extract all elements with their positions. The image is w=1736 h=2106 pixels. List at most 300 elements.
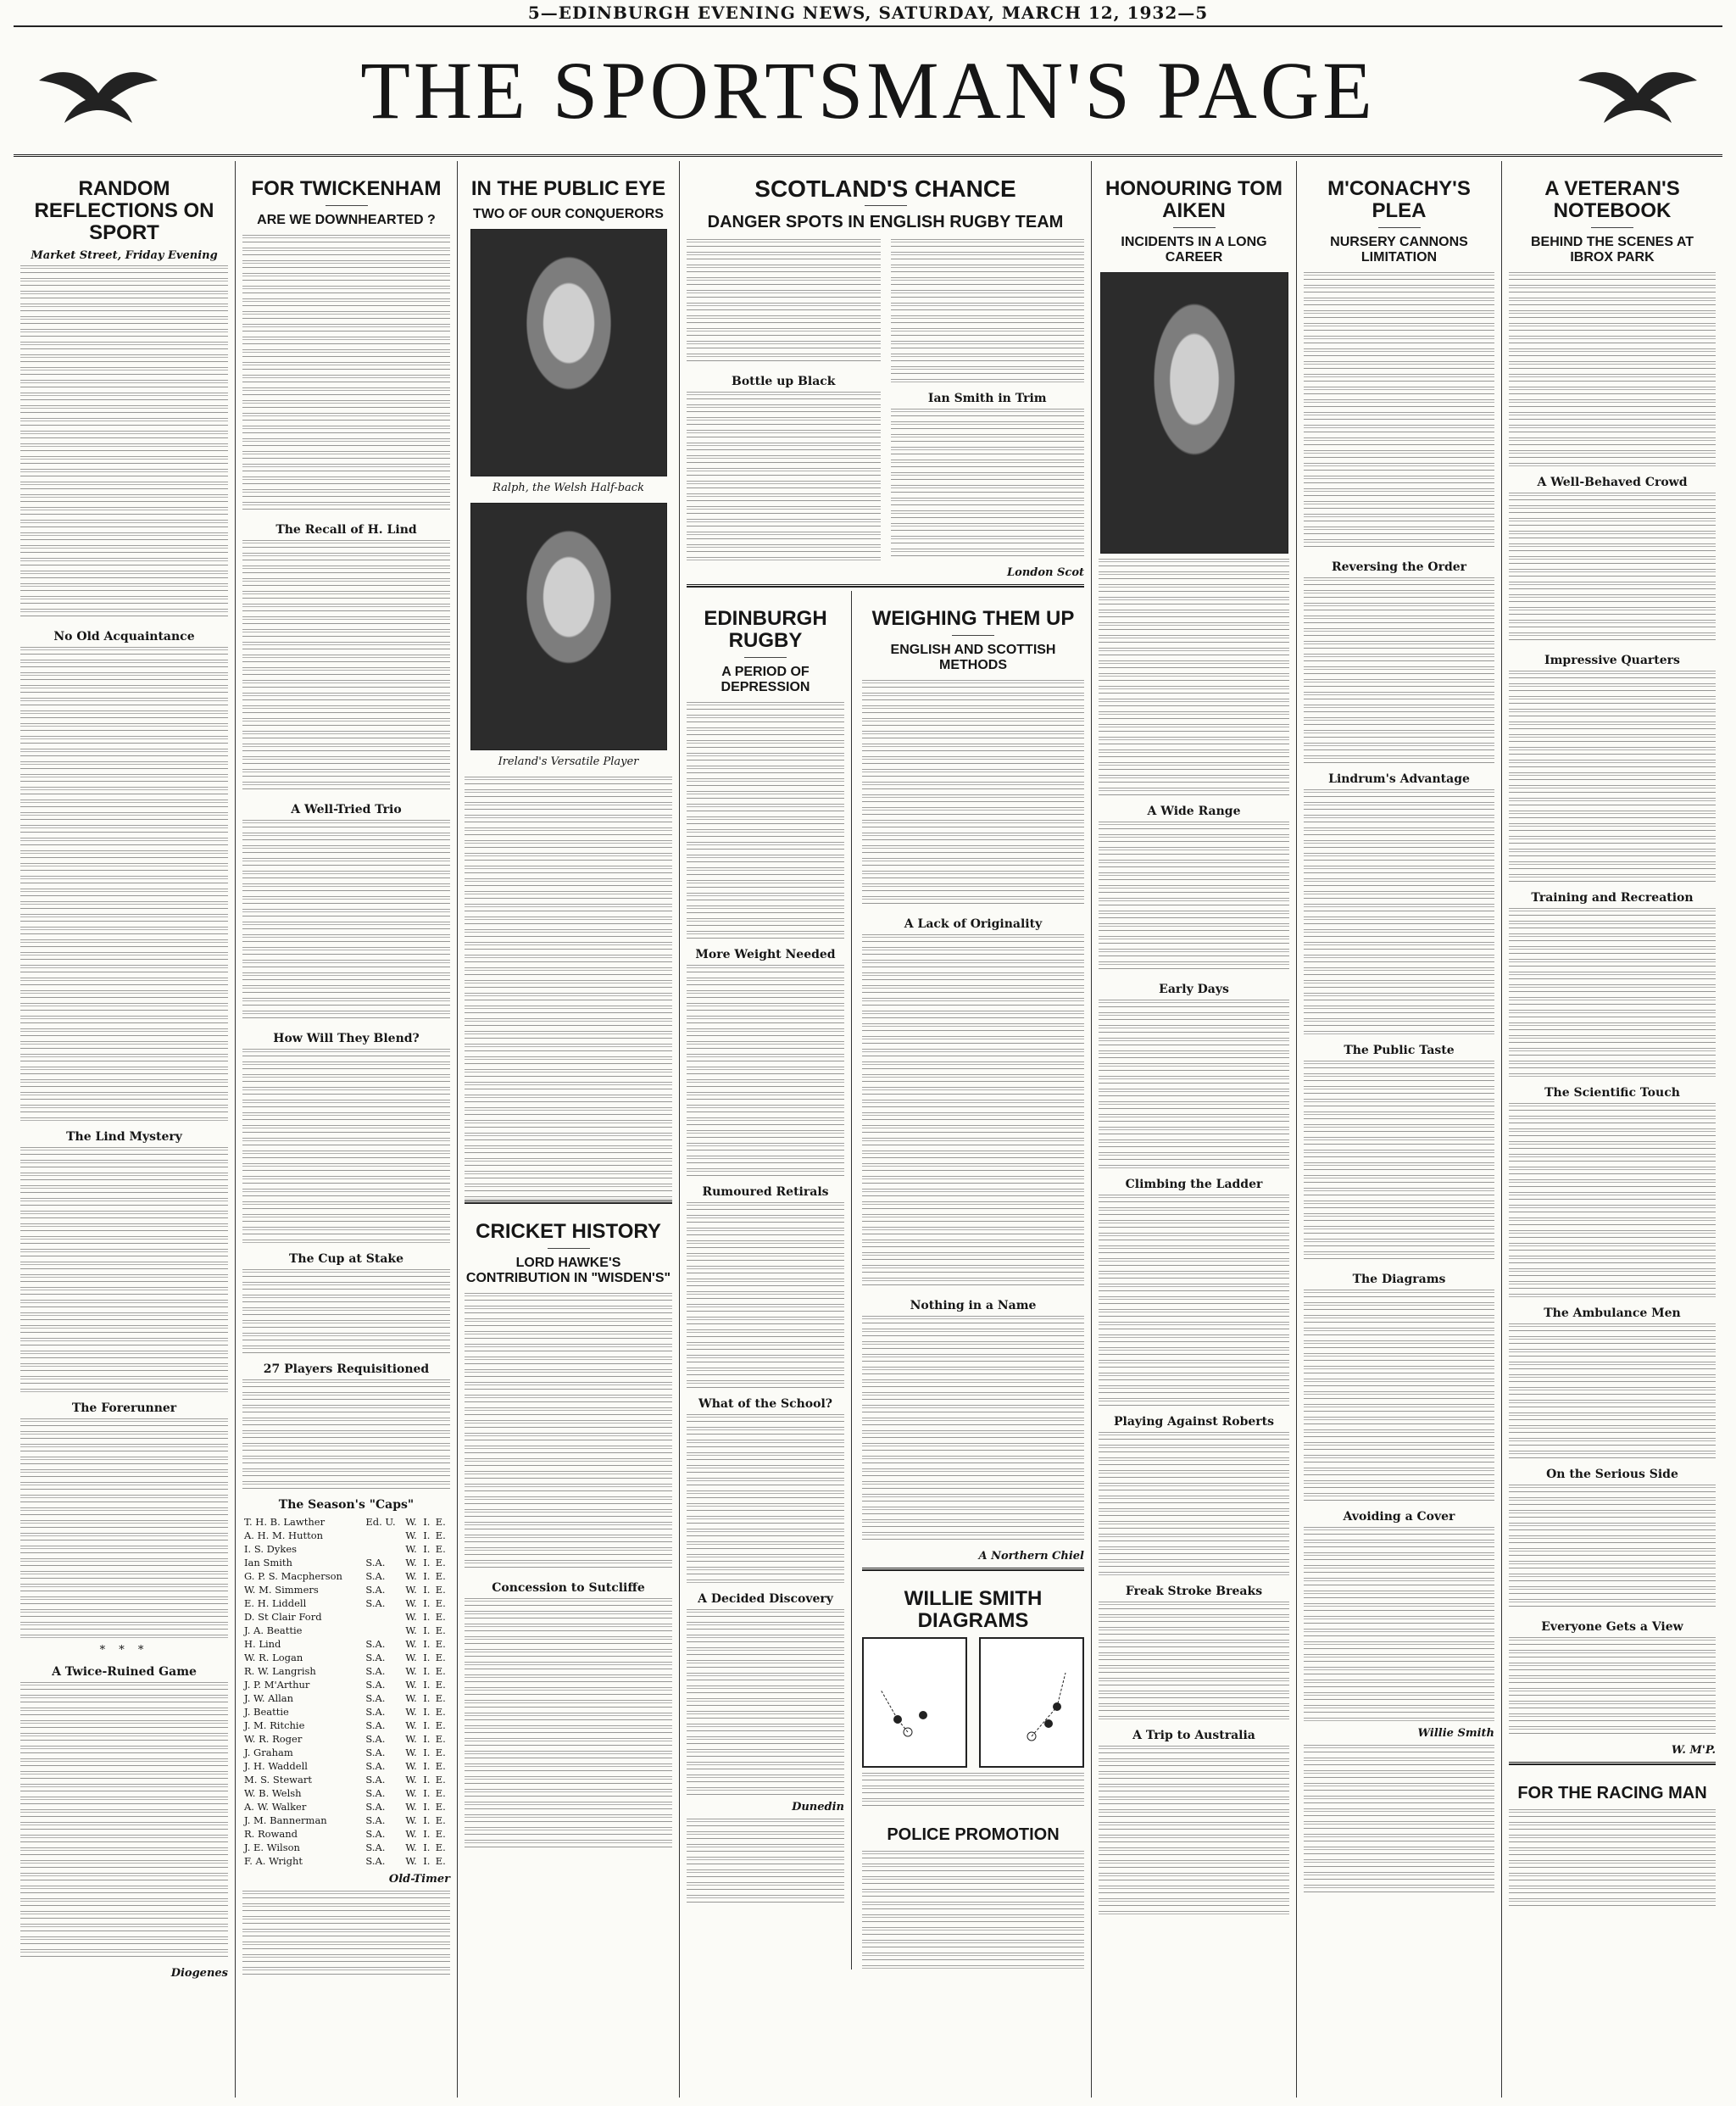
caps-cell: I. [423,1787,431,1799]
caps-cell: I. [423,1516,431,1528]
headline-weighing: WEIGHING THEM UP [871,607,1075,630]
caps-row [242,1515,450,1529]
caps-cell: E. [435,1774,446,1786]
caps-cell: E. [435,1719,446,1731]
subhead-cricket: LORD HAWKE'S CONTRIBUTION IN "WISDEN'S" [465,1256,671,1285]
byline: Dunedin [792,1801,844,1814]
caps-cell: W. [405,1557,417,1568]
article-text [242,1891,450,1975]
caps-row [242,1773,450,1786]
article-text [242,1269,450,1354]
article-text [687,1819,844,1903]
caps-cell: W. [405,1679,417,1691]
caps-cell: I. [423,1584,431,1596]
caps-row [242,1624,450,1637]
side-heading: Rumoured Retirals [702,1185,829,1199]
masthead [14,27,1722,157]
caps-cell: S.A. [365,1760,386,1772]
caps-row [242,1542,450,1556]
caps-cell: W. [405,1774,417,1786]
caps-cell: W. [405,1516,417,1528]
caps-cell: S.A. [365,1679,386,1691]
article-text [687,702,844,939]
article-text [862,680,1084,909]
side-heading: 27 Players Requisitioned [263,1362,430,1376]
byline: A Northern Chiel [978,1550,1084,1563]
article-text [20,1682,228,1962]
caps-cell: E. [435,1801,446,1813]
caps-cell: S.A. [365,1855,386,1867]
caps-cell: S.A. [365,1733,386,1745]
caps-cell: Ed. U. [365,1516,396,1528]
caps-row [242,1827,450,1841]
caps-table [242,1515,450,1868]
caps-cell: S.A. [365,1719,386,1731]
headline-random: RANDOM REFLECTIONS ON SPORT [34,177,214,244]
billiard-table-diagram [862,1637,967,1768]
caps-cell: J. E. Wilson [244,1841,300,1853]
caps-cell: I. [423,1624,431,1636]
side-heading: Playing Against Roberts [1113,1415,1275,1429]
headline-veteran: A VETERAN'S NOTEBOOK [1544,177,1680,222]
subhead-weighing: ENGLISH AND SCOTTISH METHODS [890,643,1056,672]
caps-cell: S.A. [365,1801,386,1813]
caps-cell: Ian Smith [244,1557,292,1568]
side-heading: The Forerunner [71,1401,177,1415]
article-edinburgh-rugby [687,591,852,1970]
caps-cell: W. [405,1747,417,1758]
caps-row [242,1691,450,1705]
caps-cell: J. A. Beattie [244,1624,303,1636]
side-heading: A Trip to Australia [1132,1729,1255,1742]
caps-cell: E. [435,1855,446,1867]
article-text [687,392,881,561]
side-heading: A Twice-Ruined Game [52,1665,197,1679]
caps-cell: W. [405,1624,417,1636]
caps-cell: E. [435,1828,446,1840]
photo-caption: Ireland's Versatile Player [498,755,639,768]
caps-cell: J. M. Bannerman [244,1814,327,1826]
portrait-photo [470,229,667,476]
caps-cell: D. St Clair Ford [244,1611,322,1623]
caps-cell: W. [405,1611,417,1623]
article-text [862,1851,1084,1970]
article-text [1304,577,1494,764]
article-text [20,647,228,1122]
headline-aiken: HONOURING TOM AIKEN [1105,177,1283,222]
caps-cell: W. [405,1570,417,1582]
caps-cell: E. H. Liddell [244,1597,307,1609]
article-text [862,934,1084,1290]
caps-cell: S.A. [365,1706,386,1718]
caps-cell: E. [435,1706,446,1718]
article-text [1099,1602,1289,1720]
caps-cell: E. [435,1733,446,1745]
caps-cell: J. H. Waddell [244,1760,308,1772]
side-heading: How Will They Blend? [273,1032,420,1045]
article-text [1509,1485,1716,1612]
caps-cell: S.A. [365,1814,386,1826]
side-heading: Concession to Sutcliffe [492,1581,645,1595]
article-text [1509,1323,1716,1459]
caps-cell: I. [423,1652,431,1663]
caps-cell: W. [405,1584,417,1596]
article-text [465,777,672,1201]
side-heading: No Old Acquaintance [53,630,195,644]
side-heading: Nothing in a Name [910,1299,1037,1312]
caps-cell: F. A. Wright [244,1855,303,1867]
headline-edinburgh-rugby: EDINBURGH RUGBY [704,607,827,652]
side-heading: A Lack of Originality [904,917,1043,931]
headline-public-eye: IN THE PUBLIC EYE [470,177,666,200]
caps-cell: E. [435,1597,446,1609]
headline-twickenham: FOR TWICKENHAM [251,177,442,200]
headline-mconachy: M'CONACHY'S PLEA [1327,177,1471,222]
column-public-eye [458,161,680,2098]
caps-cell [364,1542,403,1556]
caps-cell: E. [435,1787,446,1799]
caps-cell: I. [423,1679,431,1691]
article-text [862,1316,1084,1545]
caps-cell: W. [405,1733,417,1745]
caps-cell: I. [423,1774,431,1786]
byline: Old-Timer [388,1873,450,1886]
caps-row [242,1637,450,1651]
caps-cell: W. [405,1638,417,1650]
subhead-veteran: BEHIND THE SCENES AT IBROX PARK [1530,235,1694,265]
caps-cell: W. [405,1841,417,1853]
caps-cell: I. [423,1611,431,1623]
caps-cell: M. S. Stewart [244,1774,312,1786]
caps-cell [364,1529,403,1542]
eagle-emblem-icon [1578,59,1697,127]
caps-cell: W. R. Logan [244,1652,303,1663]
headline-scotland: SCOTLAND'S CHANCE [754,176,1016,202]
article-text [1509,1103,1716,1298]
photo-caption: Ralph, the Welsh Half-back [492,482,644,494]
subhead-public-eye: TWO OF OUR CONQUERORS [473,207,664,221]
caps-row [242,1678,450,1691]
side-heading: The Diagrams [1352,1273,1446,1286]
caps-cell: E. [435,1557,446,1568]
side-heading: Ian Smith in Trim [927,392,1047,405]
side-heading: Reversing the Order [1331,560,1467,574]
caps-cell: E. [435,1584,446,1596]
caps-cell: I. [423,1706,431,1718]
article-text [242,540,450,794]
caps-cell: W. [405,1665,417,1677]
subhead-twickenham: ARE WE DOWNHEARTED ? [257,213,436,227]
caps-heading: The Season's "Caps" [278,1498,415,1512]
caps-cell: I. [423,1570,431,1582]
caps-cell: S.A. [365,1584,386,1596]
article-text [20,1418,228,1639]
side-heading: Lindrum's Advantage [1328,772,1470,786]
article-text [242,235,450,515]
headline-police: POLICE PROMOTION [887,1825,1060,1844]
caps-row [242,1732,450,1746]
column-scotland [680,161,1092,2098]
caps-cell: I. [423,1557,431,1568]
side-heading: The Cup at Stake [288,1252,404,1266]
caps-row [242,1854,450,1868]
byline: W. M'P. [1671,1744,1716,1757]
side-heading: On the Serious Side [1546,1468,1678,1481]
caps-row [242,1596,450,1610]
caps-cell: S.A. [365,1597,386,1609]
article-text [1099,1746,1289,1915]
article-text [1304,1061,1494,1264]
article-text [1099,1432,1289,1576]
caps-cell: S.A. [365,1747,386,1758]
caps-cell: W. M. Simmers [244,1584,319,1596]
caps-cell: I. [423,1638,431,1650]
subhead-edinburgh-rugby: A PERIOD OF DEPRESSION [721,665,810,694]
article-text [1304,789,1494,1035]
caps-row [242,1529,450,1542]
column-twickenham [236,161,458,2098]
caps-cell: S.A. [365,1638,386,1650]
side-heading: More Weight Needed [695,948,836,961]
side-heading: Avoiding a Cover [1343,1510,1455,1524]
side-heading: The Recall of H. Lind [275,523,417,537]
eagle-emblem-icon [39,59,158,127]
billiard-diagrams [862,1637,1084,1768]
caps-cell: W. [405,1719,417,1731]
side-heading: What of the School? [698,1397,832,1411]
caps-cell: E. [435,1638,446,1650]
caps-cell: S.A. [365,1774,386,1786]
caps-cell: E. [435,1760,446,1772]
article-text [242,1049,450,1244]
caps-cell: E. [435,1665,446,1677]
caps-cell: J. W. Allan [244,1692,294,1704]
caps-cell: I. [423,1801,431,1813]
side-heading: A Well-Tried Trio [291,803,402,816]
article-text [465,1598,672,1852]
caps-cell: I. [423,1841,431,1853]
caps-cell: E. [435,1611,446,1623]
caps-row [242,1814,450,1827]
article-text [891,239,1085,383]
caps-cell: S.A. [365,1570,386,1582]
article-text [1099,559,1289,796]
side-heading: Climbing the Ladder [1125,1178,1263,1191]
caps-cell: J. Graham [244,1747,293,1758]
dateline: 5—EDINBURGH EVENING NEWS, SATURDAY, MARCH 12, 1932—5 [14,0,1722,27]
caps-row [242,1583,450,1596]
article-text [687,239,881,366]
caps-cell: S.A. [365,1692,386,1704]
caps-cell: E. [435,1679,446,1691]
page-title: THE SPORTSMAN'S PAGE [360,45,1376,136]
column-mconachy [1297,161,1502,2098]
columns [14,161,1722,2098]
caps-cell: E. [435,1516,446,1528]
side-heading: A Decided Discovery [698,1592,833,1606]
side-heading: A Wide Range [1147,805,1241,818]
caps-cell: W. [405,1760,417,1772]
caps-row [242,1746,450,1759]
caps-cell: S.A. [365,1828,386,1840]
caps-cell: W. [405,1814,417,1826]
caps-cell: W. [405,1828,417,1840]
article-text [1099,1195,1289,1407]
side-heading: Bottle up Black [732,375,836,388]
side-heading: The Scientific Touch [1544,1086,1680,1100]
caps-cell: E. [435,1529,446,1541]
article-text [1304,1745,1494,1897]
caps-cell: G. P. S. Macpherson [244,1570,342,1582]
byline: Willie Smith [1417,1727,1494,1740]
caps-cell: I. S. Dykes [244,1543,298,1555]
caps-cell: W. [405,1529,417,1541]
article-text [1099,1000,1289,1169]
subhead-scotland: DANGER SPOTS IN ENGLISH RUGBY TEAM [707,213,1064,231]
article-text [1304,272,1494,552]
caps-row [242,1664,450,1678]
caps-cell: S.A. [365,1557,386,1568]
article-dateline: Market Street, Friday Evening [31,249,218,262]
side-heading: The Public Taste [1344,1044,1455,1057]
caps-cell: E. [435,1841,446,1853]
caps-cell: I. [423,1747,431,1758]
caps-cell: I. [423,1828,431,1840]
caps-row [242,1719,450,1732]
headline-racing: FOR THE RACING MAN [1517,1784,1707,1802]
side-heading: Training and Recreation [1531,891,1694,905]
article-text [687,1609,844,1796]
caps-row [242,1556,450,1569]
caps-row [242,1759,450,1773]
caps-cell [364,1610,403,1624]
caps-cell: W. [405,1543,417,1555]
article-text [1509,1637,1716,1739]
article-text [242,820,450,1023]
caps-row [242,1800,450,1814]
caps-cell: I. [423,1733,431,1745]
caps-cell: W. [405,1801,417,1813]
side-heading: Impressive Quarters [1544,654,1680,667]
caps-cell: J. P. M'Arthur [244,1679,310,1691]
caps-row [242,1610,450,1624]
caps-cell: E. [435,1692,446,1704]
caps-cell: H. Lind [244,1638,281,1650]
caps-row [242,1569,450,1583]
caps-row [242,1705,450,1719]
caps-cell: A. W. Walker [244,1801,307,1813]
caps-cell: R. Rowand [244,1828,298,1840]
side-heading: Everyone Gets a View [1541,1620,1683,1634]
caps-cell: S.A. [365,1665,386,1677]
article-text [1304,1527,1494,1722]
caps-cell: S.A. [365,1787,386,1799]
caps-cell: E. [435,1814,446,1826]
article-text [20,1147,228,1393]
caps-cell: J. M. Ritchie [244,1719,305,1731]
side-heading: The Ambulance Men [1544,1306,1681,1320]
article-text [1099,822,1289,974]
caps-row [242,1651,450,1664]
caps-cell: W. [405,1706,417,1718]
caps-cell: S.A. [365,1652,386,1663]
portrait-photo [470,503,667,750]
billiard-table-diagram [979,1637,1084,1768]
caps-cell: I. [423,1692,431,1704]
article-text [1304,1290,1494,1502]
caps-cell: W. [405,1692,417,1704]
subhead-mconachy: NURSERY CANNONS LIMITATION [1330,235,1468,265]
caps-cell: E. [435,1570,446,1582]
article-text [1509,908,1716,1078]
side-heading: A Well-Behaved Crowd [1537,476,1688,489]
article-text [242,1379,450,1490]
side-heading: Early Days [1159,983,1229,996]
article-text [1509,1809,1716,1911]
caps-cell: I. [423,1719,431,1731]
byline: Diogenes [170,1967,228,1980]
caps-cell: I. [423,1814,431,1826]
caps-cell: W. R. Roger [244,1733,303,1745]
caps-cell: I. [423,1760,431,1772]
caps-row [242,1841,450,1854]
caps-cell: E. [435,1624,446,1636]
article-text [891,409,1085,561]
caps-cell: W. B. Welsh [244,1787,302,1799]
caps-cell: T. H. B. Lawther [244,1516,326,1528]
column-veteran [1502,161,1722,2098]
caps-cell [364,1624,403,1637]
section-stars: * * * [99,1644,149,1657]
caps-cell: R. W. Langrish [244,1665,316,1677]
article-text [20,265,228,621]
caps-cell: I. [423,1855,431,1867]
caps-cell: J. Beattie [244,1706,289,1718]
article-text [465,1293,672,1573]
article-text [1509,272,1716,467]
article-text [1509,671,1716,883]
subhead-aiken: INCIDENTS IN A LONG CAREER [1121,235,1267,265]
side-heading: The Lind Mystery [66,1130,182,1144]
article-text [687,1414,844,1584]
article-text [1509,493,1716,645]
portrait-photo [1100,272,1288,554]
caps-cell: W. [405,1787,417,1799]
caps-row [242,1786,450,1800]
caps-cell: I. [423,1529,431,1541]
caps-cell: I. [423,1597,431,1609]
caps-cell: W. [405,1652,417,1663]
caps-cell: A. H. M. Hutton [244,1529,324,1541]
byline: London Scot [1007,566,1084,579]
article-text [862,1773,1084,1807]
caps-cell: S.A. [365,1841,386,1853]
caps-cell: E. [435,1747,446,1758]
caps-cell: E. [435,1652,446,1663]
column-random-reflections [14,161,236,2098]
headline-diagrams: WILLIE SMITH DIAGRAMS [904,1587,1043,1632]
caps-cell: E. [435,1543,446,1555]
article-weighing-them-up [862,591,1084,1970]
caps-cell: W. [405,1855,417,1867]
article-text [687,1202,844,1389]
caps-cell: I. [423,1543,431,1555]
caps-cell: I. [423,1665,431,1677]
article-text [687,965,844,1177]
side-heading: Freak Stroke Breaks [1125,1585,1263,1598]
headline-cricket: CRICKET HISTORY [476,1220,661,1243]
column-aiken [1092,161,1297,2098]
